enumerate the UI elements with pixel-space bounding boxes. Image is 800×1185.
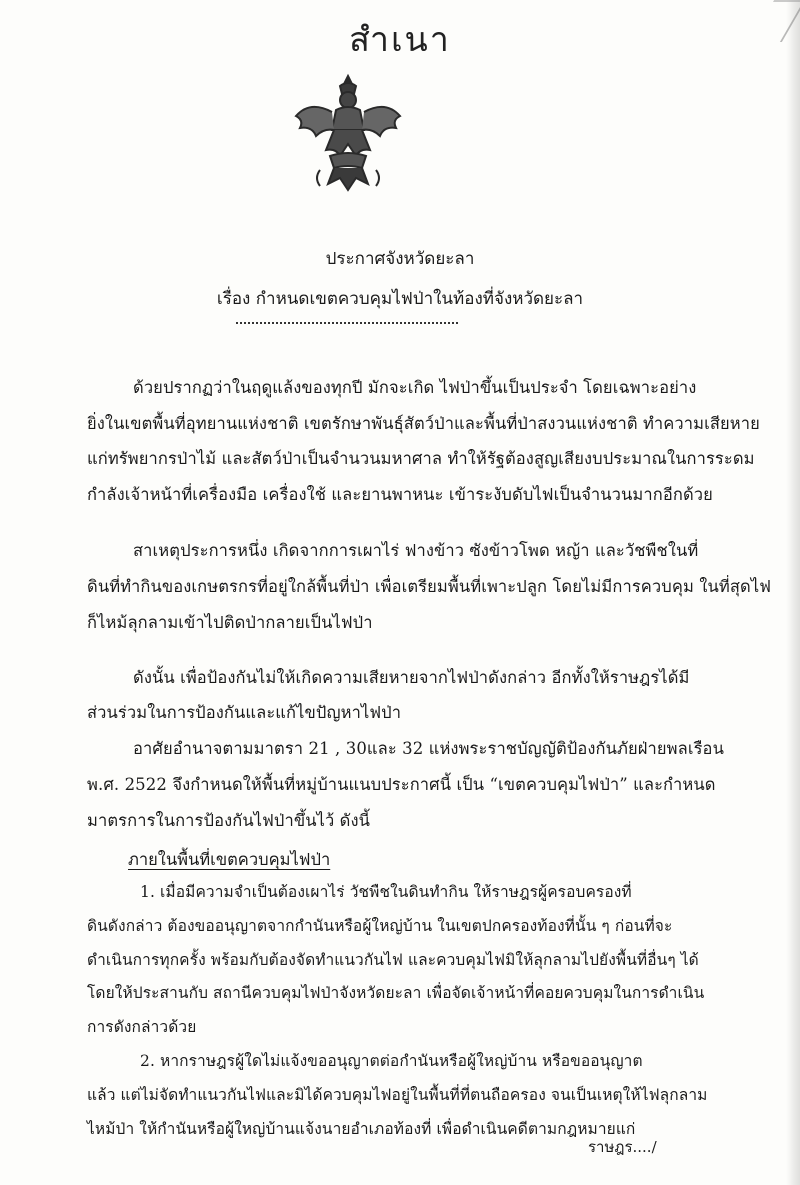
- page-edge-shadow: [786, 0, 800, 1185]
- body-line: ส่วนร่วมในการป้องกันและแก้ไขปัญหาไฟป่า: [87, 703, 402, 723]
- body-line: มาตรการในการป้องกันไฟป่าขึ้นไว้ ดังนี้: [87, 810, 371, 830]
- body-line: ก็ไหม้ลุกลามเข้าไปติดป่ากลายเป็นไฟป่า: [87, 612, 373, 632]
- body-line: ยิ่งในเขตพื้นที่อุทยานแห่งชาติ เขตรักษาพันธุ์สัตว์ป่าและพื้นที่ป่าสงวนแห่งชาติ ทำความเสียหาย: [87, 413, 760, 433]
- body-line: พ.ศ. 2522 จึงกำหนดให้พื้นที่หมู่บ้านแนบประกาศนี้ เป็น “เขตควบคุมไฟป่า” และกำหนด: [87, 774, 716, 794]
- body-line: ดินที่ทำกินของเกษตรกรที่อยู่ใกล้พื้นที่ป่า เพื่อเตรียมพื้นที่เพาะปลูก โดยไม่มีการควบคุม ในที่สุดไฟ: [87, 576, 772, 596]
- item-line: 2. หากราษฎรผู้ใดไม่แจ้งขออนุญาตต่อกำนันหรือผู้ใหญ่บ้าน หรือขออนุญาต: [140, 1052, 643, 1071]
- item-line: ดำเนินการทุกครั้ง พร้อมกับต้องจัดทำแนวกันไฟ และควบคุมไฟมิให้ลุกลามไปยังพื้นที่อื่นๆ ได้: [87, 950, 699, 969]
- announcement-subject: เรื่อง กำหนดเขตควบคุมไฟป่าในท้องที่จังหวัดยะลา: [216, 289, 584, 309]
- body-line: ดังนั้น เพื่อป้องกันไม่ให้เกิดความเสียหายจากไฟป่าดังกล่าว อีกทั้งให้ราษฎรได้มี: [133, 667, 690, 687]
- item-line: โดยให้ประสานกับ สถานีควบคุมไฟป่าจังหวัดยะลา เพื่อจัดเจ้าหน้าที่คอยควบคุมในการดำเนิน: [87, 984, 705, 1003]
- body-line: อาศัยอำนาจตามมาตรา 21 , 30และ 32 แห่งพระราชบัญญัติป้องกันภัยฝ่ายพลเรือน: [133, 739, 724, 759]
- item-line: ไหม้ป่า ให้กำนันหรือผู้ใหญ่บ้านแจ้งนายอำเภอท้องที่ เพื่อดำเนินคดีตามกฎหมายแก่: [87, 1119, 636, 1138]
- body-line: แก่ทรัพยากรป่าไม้ และสัตว์ป่าเป็นจำนวนมหาศาล ทำให้รัฐต้องสูญเสียงบประมาณในการระดม: [87, 449, 755, 469]
- item-line: แล้ว แต่ไม่จัดทำแนวกันไฟและมิได้ควบคุมไฟอยู่ในพื้นที่ที่ตนถือครอง จนเป็นเหตุให้ไฟลุกลาม: [87, 1085, 708, 1104]
- item-line: ดินดังกล่าว ต้องขออนุญาตจากกำนันหรือผู้ใหญ่บ้าน ในเขตปกครองท้องที่นั้น ๆ ก่อนที่จะ: [87, 916, 673, 935]
- body-line: สาเหตุประการหนึ่ง เกิดจากการเผาไร่ ฟางข้าว ซังข้าวโพด หญ้า และวัชพืชในที่: [133, 541, 699, 561]
- item-line: 1. เมื่อมีความจำเป็นต้องเผาไร่ วัชพืชในดินทำกิน ให้ราษฎรผู้ครอบครองที่: [140, 883, 632, 902]
- item-line: การดังกล่าวด้วย: [87, 1018, 197, 1037]
- garuda-emblem-icon: [290, 70, 406, 198]
- body-line: กำลังเจ้าหน้าที่เครื่องมือ เครื่องใช้ และยานพาหนะ เข้าระงับดับไฟเป็นจำนวนมากอีกด้วย: [87, 485, 713, 505]
- copy-stamp-title: สำเนา: [349, 20, 451, 60]
- announcement-title: ประกาศจังหวัดยะลา: [325, 249, 475, 269]
- body-line: ด้วยปรากฏว่าในฤดูแล้งของทุกปี มักจะเกิด ไฟป่าขึ้นเป็นประจำ โดยเฉพาะอย่าง: [133, 378, 697, 397]
- continued-marker: ราษฎร..../: [588, 1138, 657, 1156]
- dotted-divider: [236, 318, 458, 324]
- section-subheading: ภายในพื้นที่เขตควบคุมไฟป่า: [128, 850, 331, 870]
